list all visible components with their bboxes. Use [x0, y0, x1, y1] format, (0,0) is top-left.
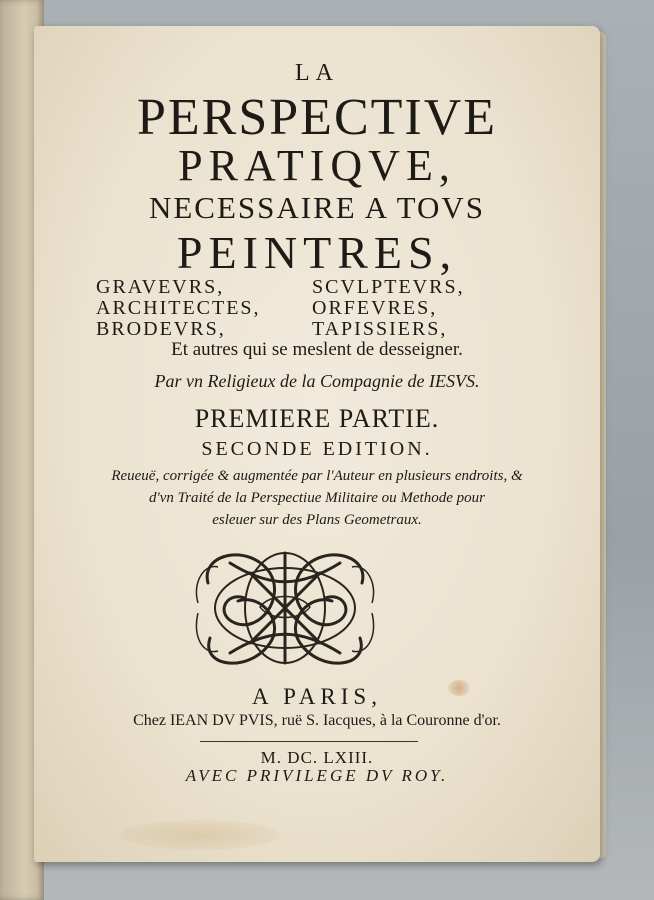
printers-monogram-device — [190, 543, 380, 673]
profession-item: TAPISSIERS, — [312, 318, 448, 340]
revision-note-line: esleuer sur des Plans Geometraux. — [212, 512, 422, 528]
edition-heading: SECONDE EDITION. — [201, 438, 433, 460]
title-article: LA — [295, 60, 339, 86]
imprint-city: A PARIS, — [252, 684, 382, 709]
imprint-date: M. DC. LXIII. — [260, 748, 374, 767]
profession-item: BRODEVRS, — [96, 318, 226, 340]
author-line: Par vn Religieux de la Compagnie de IESVS. — [154, 371, 480, 391]
profession-item: ORFEVRES, — [312, 297, 438, 319]
part-heading: PREMIERE PARTIE. — [194, 404, 440, 433]
title-peintres: PEINTRES, — [176, 227, 458, 278]
paper-stain — [120, 820, 280, 850]
title-perspective: PERSPECTIVE — [136, 89, 498, 146]
profession-item: ARCHITECTES, — [96, 297, 261, 319]
subtitle-et-autres: Et autres qui se meslent de desseigner. — [171, 339, 463, 360]
revision-note-line: Reueuë, corrigée & augmentée par l'Auteur en plusieurs endroits, & — [111, 468, 523, 484]
revision-note-line: d'vn Traité de la Perspectiue Militaire ou Methode pour — [149, 490, 485, 506]
privilege-line: AVEC PRIVILEGE DV ROY. — [185, 766, 449, 785]
imprint-rule — [200, 741, 418, 742]
profession-item: SCVLPTEVRS, — [312, 276, 465, 298]
profession-item: GRAVEVRS, — [96, 276, 225, 298]
imprint-publisher: Chez IEAN DV PVIS, ruë S. Iacques, à la Couronne d'or. — [133, 712, 501, 729]
title-necessaire: NECESSAIRE A TOVS — [148, 190, 486, 225]
title-pratique: PRATIQVE, — [178, 141, 456, 190]
